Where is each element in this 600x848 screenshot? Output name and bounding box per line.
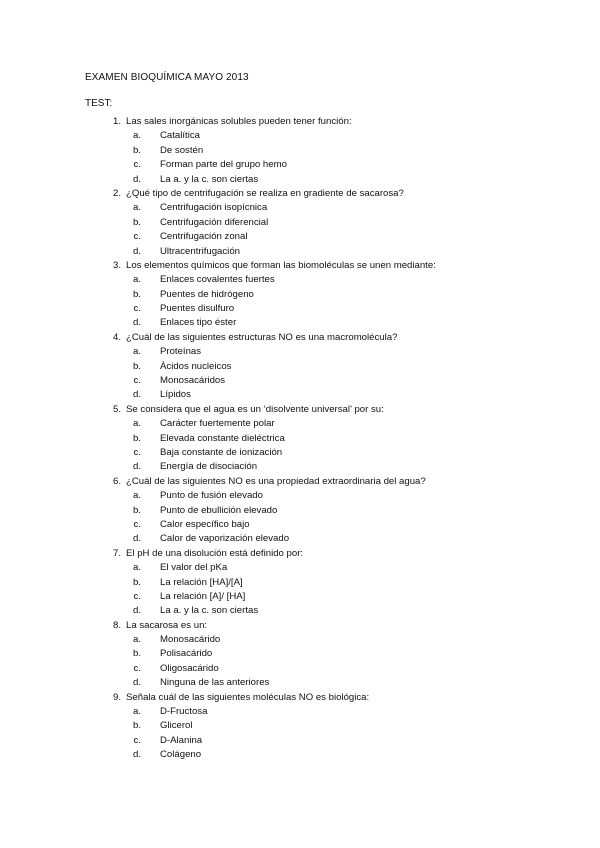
question-text: Las sales inorgánicas solubles pueden tener función: [126, 116, 352, 127]
option-text: Proteínas [160, 346, 202, 358]
option-letter: c. [133, 590, 141, 602]
option-letter: d. [132, 245, 141, 257]
question-text: La sacarosa es un: [126, 619, 208, 631]
question-number: 1. [112, 116, 121, 127]
option-text: Ácidos nucleicos [160, 360, 232, 372]
answer-option [85, 144, 565, 158]
question-stem [85, 331, 565, 345]
question-stem [85, 259, 565, 273]
question-item [85, 331, 565, 403]
question-item [85, 691, 565, 763]
answer-option [85, 576, 565, 590]
answer-option [85, 302, 565, 316]
option-text: Puentes de hidrógeno [160, 288, 254, 300]
question-number: 6. [112, 475, 121, 487]
option-letter: b. [132, 720, 141, 732]
option-letter: c. [133, 662, 141, 674]
option-text: Punto de ebullición elevado [160, 504, 278, 516]
question-number: 7. [112, 547, 121, 559]
option-letter: a. [132, 634, 141, 646]
option-letter: b. [132, 216, 141, 228]
answer-option [85, 345, 565, 359]
option-letter: a. [132, 562, 141, 574]
option-text: El valor del pKa [160, 562, 228, 574]
option-text: Calor específico bajo [160, 518, 250, 530]
section-label: TEST: [85, 98, 113, 109]
answer-option [85, 633, 565, 647]
answer-option [85, 561, 565, 575]
option-text: Enlaces tipo éster [160, 317, 237, 329]
question-stem [85, 691, 565, 705]
question-stem [85, 547, 565, 561]
question-stem [85, 475, 565, 489]
answer-option [85, 432, 565, 446]
option-letter: b. [132, 144, 141, 156]
option-letter: a. [132, 418, 141, 430]
answer-option [85, 719, 565, 733]
option-letter: c. [133, 446, 141, 458]
question-item [85, 547, 565, 619]
option-text: Monosacárido [160, 634, 221, 646]
option-text: Energía de disociación [160, 461, 258, 473]
answer-option [85, 216, 565, 230]
question-stem [85, 403, 565, 417]
question-item [85, 187, 565, 259]
option-letter: c. [133, 159, 141, 171]
option-text: Centrifugación diferencial [160, 216, 269, 228]
option-letter: d. [132, 173, 141, 185]
option-text: Catalítica [160, 130, 200, 142]
answer-option [85, 273, 565, 287]
question-text: ¿Cuál de las siguientes estructuras NO es una macromolécula? [126, 331, 398, 343]
question-item [85, 619, 565, 691]
answer-option [85, 604, 565, 618]
option-text: Punto de fusión elevado [160, 490, 263, 502]
option-letter: b. [132, 576, 141, 588]
option-text: La a. y la c. son ciertas [160, 173, 259, 185]
option-text: Calor de vaporización elevado [160, 533, 290, 545]
answer-option [85, 504, 565, 518]
option-text: Glicerol [160, 720, 193, 732]
answer-option [85, 360, 565, 374]
option-text: Baja constante de ionización [160, 446, 283, 458]
option-text: De sostén [160, 144, 204, 156]
answer-option [85, 748, 565, 762]
option-letter: b. [132, 288, 141, 300]
option-letter: c. [133, 375, 141, 387]
question-item [85, 475, 565, 547]
question-number: 5. [112, 403, 121, 415]
option-text: La relación [A]/ [HA] [160, 590, 246, 602]
option-text: D-Fructosa [160, 706, 208, 718]
option-letter: a. [132, 490, 141, 502]
question-number: 8. [112, 619, 121, 631]
question-number: 3. [112, 259, 121, 271]
answer-option [85, 388, 565, 402]
question-text: ¿Qué tipo de centrifugación se realiza en gradiente de sacarosa? [126, 187, 404, 199]
question-text: El pH de una disolución está definido por: [126, 547, 304, 559]
option-text: La a. y la c. son ciertas [160, 605, 259, 617]
option-text: Centrifugación isopícnica [160, 202, 268, 214]
answer-option [85, 518, 565, 532]
answer-option [85, 590, 565, 604]
option-text: Forman parte del grupo hemo [160, 159, 287, 171]
option-letter: b. [132, 360, 141, 372]
question-item [85, 259, 565, 331]
option-text: Puentes disulfuro [160, 303, 235, 315]
option-letter: d. [132, 533, 141, 545]
answer-option [85, 374, 565, 388]
option-letter: a. [132, 706, 141, 718]
option-letter: d. [132, 461, 141, 473]
answer-option [85, 662, 565, 676]
option-letter: a. [132, 130, 141, 142]
option-letter: a. [132, 346, 141, 358]
question-text: ¿Cuál de las siguientes NO es una propiedad extraordinaria del agua? [126, 475, 426, 487]
option-text: Oligosacárido [160, 662, 219, 674]
question-text: Señala cuál de las siguientes moléculas NO es biológica: [126, 691, 370, 703]
option-text: Ultracentrifugación [160, 245, 240, 257]
answer-option [85, 460, 565, 474]
answer-option [85, 129, 565, 143]
option-text: Carácter fuertemente polar [160, 418, 275, 430]
question-stem [85, 115, 565, 129]
answer-option [85, 705, 565, 719]
answer-option [85, 316, 565, 330]
question-stem [85, 619, 565, 633]
option-text: Lípidos [160, 389, 191, 401]
answer-option [85, 532, 565, 546]
option-text: Elevada constante dieléctrica [160, 432, 285, 444]
question-item [85, 115, 565, 187]
option-text: Colágeno [160, 749, 202, 761]
answer-option [85, 417, 565, 431]
option-letter: c. [133, 231, 141, 243]
question-item [85, 403, 565, 475]
option-letter: d. [132, 677, 141, 689]
option-text: D-Alanina [160, 734, 203, 746]
question-number: 2. [112, 187, 121, 199]
option-letter: c. [133, 518, 141, 530]
option-letter: b. [132, 648, 141, 660]
answer-option [85, 734, 565, 748]
question-number: 4. [112, 331, 121, 343]
option-text: Polisacárido [160, 648, 213, 660]
option-letter: b. [132, 432, 141, 444]
option-letter: a. [132, 274, 141, 286]
question-text: Se considera que el agua es un ‘disolvente universal’ por su: [126, 403, 384, 415]
exam-title: EXAMEN BIOQUÍMICA MAYO 2013 [85, 72, 249, 83]
answer-option [85, 173, 565, 187]
question-list [85, 115, 565, 763]
option-letter: d. [132, 317, 141, 329]
option-text: Monosacáridos [160, 375, 226, 387]
option-letter: b. [132, 504, 141, 516]
answer-option [85, 676, 565, 690]
answer-option [85, 489, 565, 503]
option-letter: d. [132, 749, 141, 761]
answer-option [85, 288, 565, 302]
option-letter: c. [133, 734, 141, 746]
question-text: Los elementos químicos que forman las biomoléculas se unen mediante: [126, 259, 436, 271]
option-letter: c. [133, 303, 141, 315]
option-letter: d. [132, 389, 141, 401]
answer-option [85, 201, 565, 215]
option-text: Ninguna de las anteriores [160, 677, 270, 689]
answer-option [85, 158, 565, 172]
answer-option [85, 230, 565, 244]
option-text: Centrifugación zonal [160, 231, 248, 243]
option-text: La relación [HA]/[A] [160, 576, 243, 588]
answer-option [85, 647, 565, 661]
question-stem [85, 187, 565, 201]
option-letter: d. [132, 605, 141, 617]
option-text: Enlaces covalentes fuertes [160, 274, 275, 286]
answer-option [85, 446, 565, 460]
option-letter: a. [132, 202, 141, 214]
question-number: 9. [112, 691, 121, 703]
answer-option [85, 245, 565, 259]
